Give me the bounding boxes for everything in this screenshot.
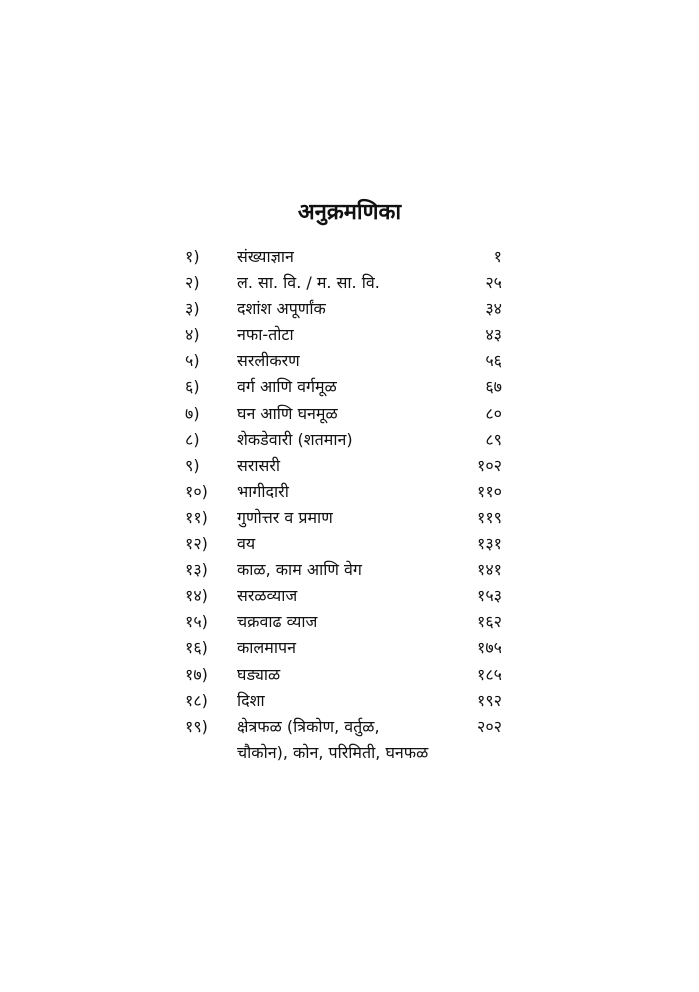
toc-entry — [185, 531, 505, 557]
entry-number: १५) — [185, 612, 208, 632]
entry-title: काळ, काम आणि वेग — [237, 560, 362, 580]
toc-entry — [185, 244, 505, 270]
entry-title: भागीदारी — [237, 481, 289, 501]
entry-title-continuation: चौकोन), कोन, परिमिती, घनफळ — [237, 742, 429, 762]
entry-title: नफा-तोटा — [237, 325, 294, 345]
entry-page-number: १०२ — [477, 455, 502, 475]
toc-entry — [185, 401, 505, 427]
toc-entry — [185, 322, 505, 348]
entry-page-number: २५ — [485, 273, 502, 293]
toc-entry — [185, 427, 505, 453]
entry-number: २) — [185, 273, 200, 293]
entry-title: सरासरी — [237, 455, 281, 475]
entry-number: ६) — [185, 377, 200, 397]
entry-number: ४) — [185, 325, 200, 345]
entry-page-number: ११० — [477, 481, 502, 501]
entry-number: १३) — [185, 560, 208, 580]
entry-title: वय — [237, 534, 256, 554]
entry-title: गुणोत्तर व प्रमाण — [237, 507, 333, 527]
toc-entry — [185, 714, 505, 740]
toc-entry — [185, 557, 505, 583]
entry-number: १८) — [185, 690, 208, 710]
entry-page-number: १८५ — [477, 664, 502, 684]
entry-page-number: १ — [493, 247, 502, 266]
toc-entry — [185, 609, 505, 635]
entry-number: १६) — [185, 638, 208, 658]
entry-page-number: १५३ — [477, 586, 502, 606]
entry-number: ९) — [185, 455, 200, 475]
entry-number: ३) — [185, 299, 200, 319]
entry-page-number: १९२ — [477, 690, 502, 710]
entry-title: सरळव्याज — [237, 586, 298, 606]
entry-title: शेकडेवारी (शतमान) — [237, 429, 353, 449]
entry-number: १९) — [185, 716, 208, 736]
toc-entry — [185, 479, 505, 505]
toc-entry — [185, 688, 505, 714]
entry-title: संख्याज्ञान — [237, 247, 294, 266]
entry-number: १७) — [185, 664, 208, 684]
toc-entry — [185, 583, 505, 609]
toc-entry — [185, 348, 505, 374]
entry-page-number: ११९ — [477, 507, 502, 527]
toc-entry — [185, 374, 505, 400]
table-of-contents — [185, 244, 505, 766]
entry-page-number: ५६ — [485, 351, 502, 371]
entry-title: सरलीकरण — [237, 351, 300, 371]
entry-title: दशांश अपूर्णांक — [237, 299, 326, 319]
entry-page-number: २०२ — [477, 716, 502, 736]
entry-number: ११) — [185, 507, 208, 527]
toc-entry — [185, 662, 505, 688]
entry-number: ८) — [185, 429, 200, 449]
entry-title: क्षेत्रफळ (त्रिकोण, वर्तुळ, — [237, 716, 380, 736]
entry-number: ७) — [185, 403, 200, 423]
entry-title: ल. सा. वि. / म. सा. वि. — [237, 273, 380, 293]
entry-number: १४) — [185, 586, 208, 606]
entry-title: दिशा — [237, 690, 265, 710]
entry-number: १२) — [185, 534, 208, 554]
entry-title: चक्रवाढ व्याज — [237, 612, 318, 632]
entry-page-number: १६२ — [477, 612, 502, 632]
entry-title: वर्ग आणि वर्गमूळ — [237, 377, 337, 397]
entry-page-number: १७५ — [477, 638, 502, 658]
entry-number: १) — [185, 247, 200, 266]
entry-number: १०) — [185, 481, 208, 501]
entry-page-number: ४३ — [485, 325, 502, 345]
page-title: अनुक्रमणिका — [297, 200, 402, 225]
entry-page-number: ६७ — [485, 377, 502, 397]
toc-entry — [185, 296, 505, 322]
entry-page-number: ३४ — [485, 299, 502, 319]
entry-page-number: १४१ — [477, 560, 502, 580]
entry-page-number: ८९ — [485, 429, 502, 449]
toc-entry — [185, 635, 505, 661]
entry-number: ५) — [185, 351, 200, 371]
toc-entry — [185, 505, 505, 531]
entry-page-number: ८० — [485, 403, 502, 423]
toc-entry — [185, 453, 505, 479]
entry-page-number: १३१ — [477, 534, 502, 554]
entry-title: घड्याळ — [237, 664, 281, 684]
entry-title: घन आणि घनमूळ — [237, 403, 338, 423]
entry-title: कालमापन — [237, 638, 296, 658]
toc-entry — [185, 270, 505, 296]
